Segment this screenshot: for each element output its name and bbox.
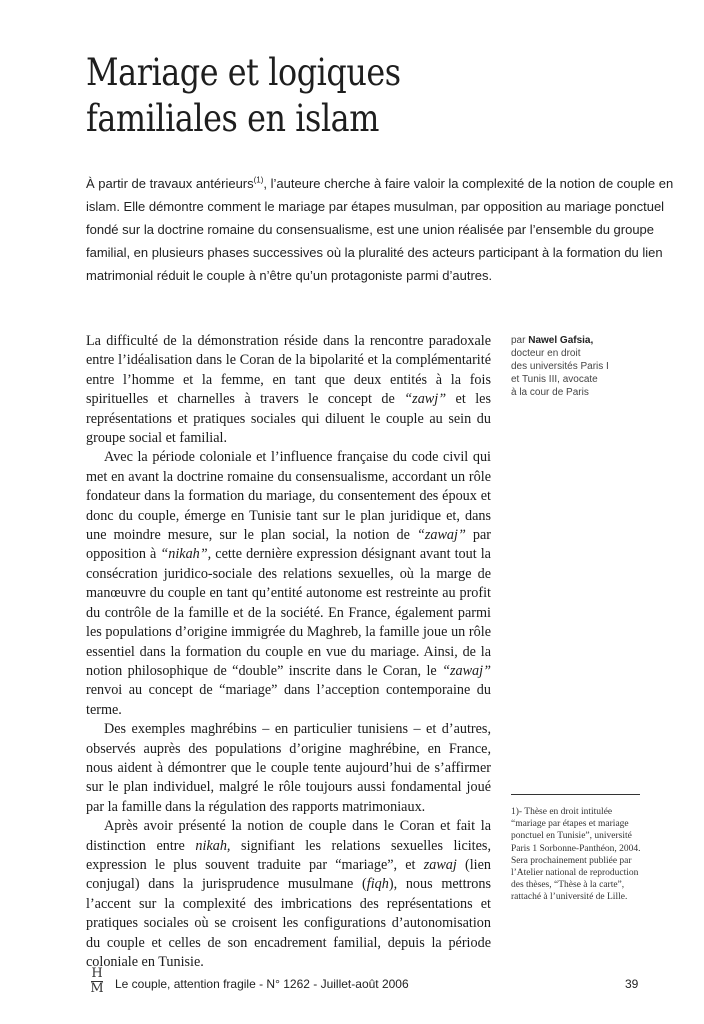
article-title bbox=[86, 50, 550, 142]
text-run: par opposition à bbox=[86, 527, 491, 563]
author-credential: et Tunis III, avocate bbox=[511, 374, 598, 385]
lead-text-start: À partir de travaux antérieurs bbox=[86, 176, 254, 191]
text-run: Avec la période coloniale et l’influence française du code civil qui met en avant la doctrine romaine du consensualisme, accordant un rôle fondateur dans la formation du mariage, du consentement des époux et donc du couple, émerge en Tunisie tant sur le plan juridique et, dans une moindre mesure, sur le plan social, la notion de bbox=[86, 449, 491, 544]
title-line-2: familiales en islam bbox=[86, 97, 379, 140]
author-byline bbox=[511, 334, 651, 399]
lead-paragraph bbox=[86, 172, 676, 287]
italic-term: “zawj” bbox=[404, 391, 447, 408]
italic-term: zawaj bbox=[423, 856, 457, 873]
author-credential: docteur en droit bbox=[511, 348, 581, 359]
footnote bbox=[511, 806, 643, 904]
lead-text-rest: , l’auteure cherche à faire valoir la complexité de la notion de couple en islam. Elle démontre comment le mariage par étapes musulman, par opposition au mariage ponctuel fondé sur la doctrine romaine du consensualisme, est une union réalisée par l’ensemble du groupe familial, en plusieurs phases successives où la pluralité des acteurs participant à la formation du lien matrimonial réduit le couple à n’être qu’un protagoniste parmi d’autres. bbox=[86, 176, 674, 283]
text-run: et les représentations et pratiques sociales qui diluent le couple au sein du groupe social et familial. bbox=[86, 391, 491, 447]
body-paragraph-4 bbox=[86, 817, 491, 972]
byline-prefix: par bbox=[511, 335, 529, 346]
journal-issue-footer: Le couple, attention fragile - N° 1262 - Juillet-août 2006 bbox=[115, 977, 409, 991]
italic-term: “nikah”, bbox=[160, 546, 212, 563]
author-name: Nawel Gafsia, bbox=[528, 335, 594, 346]
italic-term: nikah, bbox=[195, 837, 231, 854]
text-run: La difficulté de la démonstration réside dans la rencontre paradoxale entre l’idéalisation dans le Coran de la bipolarité et la complémentarité entre l’homme et la femme, en tant que deux entités à la fois spirituelles et charnelles à travers le concept de bbox=[86, 333, 491, 408]
footnote-text: 1)- Thèse en droit intitulée “mariage par étapes et mariage ponctuel en Tunisie”, université Paris 1 Sorbonne-Panthéon, 2004. bbox=[511, 807, 641, 854]
text-run: ), nous mettrons l’accent sur la complexité des imbrications des représentations et pratiques sociales où se croisent les configurations d’autonomisation du couple et celles de son encadrement familial, depuis la période coloniale en Tunisie. bbox=[86, 876, 492, 970]
page-number: 39 bbox=[625, 977, 639, 991]
logo-letter: H bbox=[91, 966, 103, 981]
text-run: (lien conjugal) dans la jurisprudence musulmane ( bbox=[86, 856, 492, 893]
byline-name-line bbox=[511, 334, 651, 347]
text-run: renvoi au concept de “mariage” dans l’acception contemporaine du terme. bbox=[86, 682, 491, 718]
body-paragraph-3: Des exemples maghrébins – en particulier tunisiens – et d’autres, observés auprès des populations d’origine maghrébine, en France, nous aident à démontrer que le couple tente aujourd’hui de s’affirmer sur le plan individuel, malgré le rôle toujours aussi fondamental joué par la famille dans la régulation des rapports matrimoniaux. bbox=[86, 721, 491, 815]
text-run: Après avoir présenté la notion de couple dans le Coran et fait la distinction entre bbox=[86, 818, 491, 854]
article-body bbox=[86, 332, 491, 972]
author-credential: à la cour de Paris bbox=[511, 387, 589, 398]
body-paragraph-1 bbox=[86, 332, 491, 448]
text-run: cette dernière expression désignant avant tout la consécration juridico-sociale des relations sexuelles, où la marge de manœuvre du couple en tant qu’entité autonome est restreinte au profit du contrôle de la famille et de la société. En France, également parmi les populations d’origine immigrée du Maghreb, la famille joue un rôle essentiel dans la formation du couple en vue du mariage. Ainsi, de la notion philosophique de “double” inscrite dans le Coran, le bbox=[86, 546, 491, 679]
italic-term: fiqh bbox=[366, 876, 389, 893]
footnote-divider bbox=[511, 794, 640, 795]
text-run: signifiant les relations sexuelles licites, expression le plus souvent traduite par “mariage”, et bbox=[86, 837, 491, 873]
footnote-reference[interactable]: (1) bbox=[253, 175, 264, 185]
logo-letter: M bbox=[90, 981, 104, 996]
footnote-text: Sera prochainement publiée par l’Atelier national de reproduction des thèses, “Thèse à la carte”, rattaché à l’université de Lille. bbox=[511, 855, 639, 903]
author-credential: des universités Paris I bbox=[511, 361, 609, 372]
italic-term: “zawaj” bbox=[442, 662, 491, 679]
body-paragraph-2 bbox=[86, 448, 491, 720]
article-lead bbox=[86, 172, 676, 287]
title-line-1: Mariage et logiques bbox=[86, 51, 401, 94]
italic-term: “zawaj” bbox=[416, 527, 466, 544]
journal-logo bbox=[88, 968, 106, 1006]
